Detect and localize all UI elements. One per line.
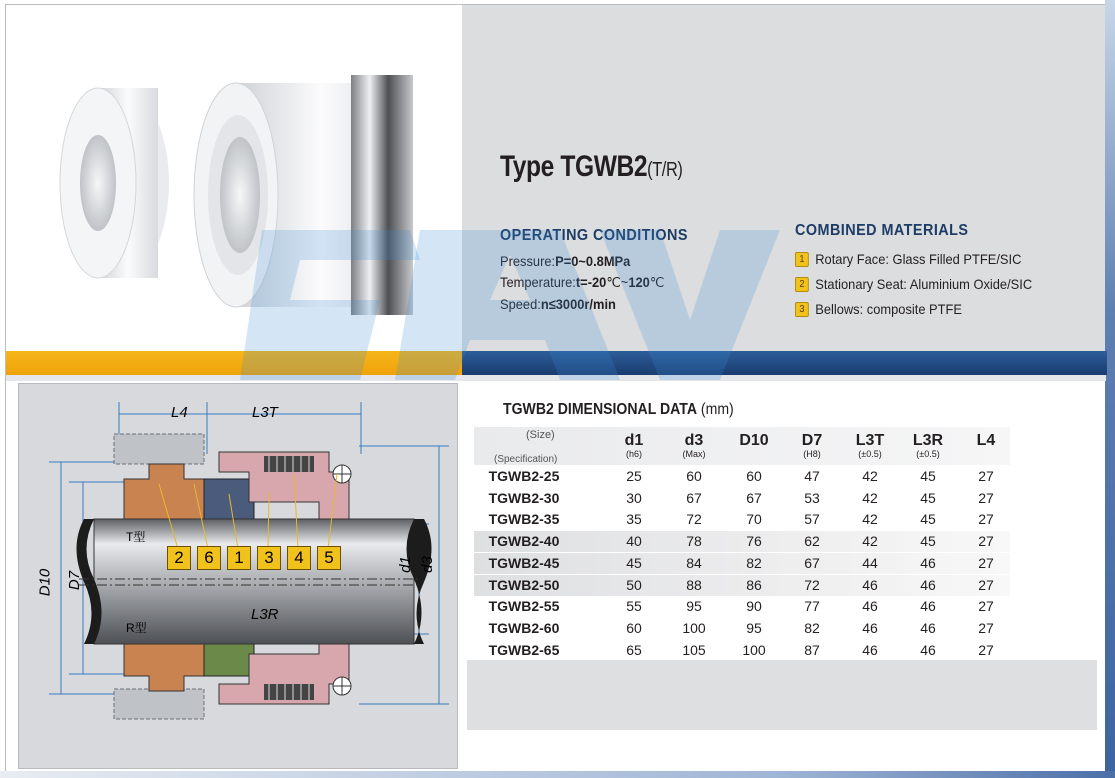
cell-specification: TGWB2-30	[488, 489, 560, 506]
column-header-label: d3	[684, 432, 704, 449]
cell-d3: 60	[686, 468, 702, 484]
label-L4: L4	[171, 404, 188, 421]
part-number-badge: 6	[197, 546, 221, 570]
cell-L4: 27	[978, 489, 994, 506]
cell-d3: 84	[686, 554, 702, 571]
speed-line	[500, 294, 616, 315]
table-row	[474, 553, 1010, 574]
part-number-badge: 1	[227, 546, 251, 570]
cell-d1: 60	[626, 619, 642, 636]
label-D10: D10	[36, 568, 54, 597]
column-header-label: L3R	[912, 432, 944, 449]
cell-d1: 40	[626, 533, 642, 550]
cell-specification: TGWB2-40	[488, 533, 560, 550]
cell-specification: TGWB2-35	[488, 511, 560, 528]
material-item	[795, 248, 1021, 271]
cell-D10: 86	[746, 576, 762, 593]
table-title-main: TGWB2 DIMENSIONAL DATA	[503, 401, 697, 418]
temperature-separator: ~	[620, 274, 629, 290]
cell-L4: 27	[978, 554, 994, 571]
cell-L4: 27	[978, 533, 994, 550]
part-number-badge: 4	[287, 546, 311, 570]
cell-d3: 95	[686, 598, 702, 615]
cell-L3R: 46	[920, 641, 936, 658]
cell-L3R: 46	[920, 598, 936, 615]
material-text: Bellows: composite PTFE	[815, 301, 962, 317]
cell-L4: 27	[978, 598, 994, 615]
cell-specification: TGWB2-55	[488, 598, 560, 615]
label-t-type: T型	[126, 530, 146, 544]
table-header	[474, 427, 1010, 465]
cell-d1: 65	[626, 641, 642, 658]
cell-d3: 105	[682, 641, 706, 658]
cell-L3T: 44	[862, 554, 878, 571]
column-header-L3R	[898, 433, 958, 459]
cell-L4: 27	[978, 619, 994, 636]
header-specification: (Specification)	[494, 454, 558, 465]
column-header-label: d1	[624, 432, 644, 449]
material-number-badge: 3	[795, 302, 809, 317]
cell-specification: TGWB2-60	[488, 619, 560, 636]
cell-d3: 78	[686, 533, 702, 550]
technical-drawing-panel	[18, 383, 458, 769]
cell-d1: 50	[626, 576, 642, 593]
cell-D7: 62	[804, 533, 820, 550]
cell-L3R: 45	[920, 489, 936, 506]
cell-d1: 30	[626, 489, 642, 506]
temperature-value-high: 120	[628, 274, 650, 290]
combined-materials-heading: COMBINED MATERIALS	[795, 222, 969, 239]
product-title	[500, 150, 682, 184]
table-row	[474, 640, 1010, 661]
cell-L4: 27	[978, 511, 994, 528]
temperature-value-low: t=-20	[575, 274, 607, 290]
cell-L4: 27	[978, 576, 994, 593]
product-title-suffix: (T/R)	[647, 159, 683, 181]
label-d3: d3	[418, 556, 436, 573]
label-L3R: L3R	[251, 606, 279, 623]
cell-D10: 76	[746, 533, 762, 550]
cell-L3T: 46	[862, 598, 878, 615]
column-header-d1	[604, 433, 664, 459]
column-header-tolerance: (±0.5)	[858, 449, 882, 459]
cell-L3T: 42	[862, 489, 878, 506]
column-header-D10	[724, 433, 784, 449]
table-row	[474, 466, 1010, 487]
column-header-tolerance: (±0.5)	[916, 449, 940, 459]
cell-D7: 82	[804, 619, 820, 636]
cell-L4: 27	[978, 641, 994, 658]
cell-D10: 60	[746, 468, 762, 484]
table-title	[503, 401, 734, 419]
part-number-badge: 5	[317, 546, 341, 570]
cell-d3: 72	[686, 511, 702, 528]
pressure-value: P=0~0.8MPa	[555, 253, 631, 269]
cell-L3T: 46	[862, 619, 878, 636]
part-number-row	[167, 546, 341, 570]
product-photo-panel	[6, 5, 462, 351]
cell-L3R: 45	[920, 468, 936, 484]
cell-D7: 87	[804, 641, 820, 658]
column-header-tolerance: (H8)	[803, 449, 821, 459]
material-item	[795, 273, 1032, 296]
material-number-badge: 2	[795, 277, 809, 292]
navy-band	[462, 351, 1107, 375]
temperature-label: Temperature:	[500, 274, 576, 290]
separator-band	[6, 375, 1106, 381]
cell-d1: 45	[626, 554, 642, 571]
product-photo	[6, 5, 462, 351]
cell-d1: 55	[626, 598, 642, 615]
bottom-decorative-bar	[0, 771, 1115, 778]
cell-L3R: 46	[920, 554, 936, 571]
cell-specification: TGWB2-50	[488, 576, 560, 593]
cell-L3T: 42	[862, 533, 878, 550]
label-D7: D7	[66, 570, 84, 591]
speed-label: Speed:	[500, 296, 541, 312]
cell-d3: 100	[682, 619, 706, 636]
table-row	[474, 488, 1010, 509]
operating-conditions-heading: OPERATING CONDITIONS	[500, 227, 688, 244]
temperature-unit-low: ℃	[606, 274, 621, 290]
cell-specification: TGWB2-25	[488, 468, 560, 484]
column-header-tolerance: (h6)	[625, 449, 642, 459]
cell-L3R: 45	[920, 511, 936, 528]
column-header-L4	[956, 433, 1016, 449]
header-size: (Size)	[526, 429, 555, 441]
material-item	[795, 298, 962, 321]
table-title-unit: (mm)	[696, 401, 734, 418]
cell-L3T: 46	[862, 641, 878, 658]
cell-L3R: 46	[920, 619, 936, 636]
column-header-label: D7	[801, 432, 823, 449]
column-header-L3T	[840, 433, 900, 459]
column-header-label: L4	[976, 432, 996, 449]
speed-value: n≤3000r/min	[540, 296, 616, 312]
temperature-unit-high: ℃	[649, 274, 665, 290]
temperature-line	[500, 272, 664, 293]
cell-L3T: 46	[862, 576, 878, 593]
yellow-band	[6, 351, 462, 375]
cell-d3: 67	[686, 489, 702, 506]
cell-d1: 35	[626, 511, 642, 528]
pressure-label: Pressure:	[500, 253, 556, 269]
label-d1: d1	[396, 556, 414, 573]
cell-D10: 90	[746, 598, 762, 615]
cell-D7: 72	[804, 576, 820, 593]
cell-L3T: 42	[862, 468, 878, 484]
cell-L3R: 45	[920, 533, 936, 550]
cell-specification: TGWB2-65	[488, 641, 560, 658]
table-row	[474, 596, 1010, 617]
cell-D7: 53	[804, 489, 820, 506]
part-number-badge: 2	[167, 546, 191, 570]
table-row	[474, 618, 1010, 639]
cell-D7: 67	[804, 554, 820, 571]
column-header-tolerance: (Max)	[682, 449, 706, 459]
right-edge-decoration	[1105, 0, 1115, 778]
table-row	[474, 575, 1010, 596]
cell-L4: 27	[978, 468, 994, 484]
column-header-D7	[782, 433, 842, 459]
label-r-type: R型	[126, 621, 147, 635]
cell-d1: 25	[626, 468, 642, 484]
cell-D7: 47	[804, 468, 820, 484]
seal-cross-section-drawing	[19, 384, 457, 768]
label-L3T: L3T	[252, 404, 278, 421]
cell-D10: 70	[746, 511, 762, 528]
column-header-label: L3T	[855, 432, 885, 449]
pressure-line	[500, 251, 630, 272]
material-text: Stationary Seat: Aluminium Oxide/SIC	[815, 276, 1033, 292]
cell-D10: 67	[746, 489, 762, 506]
cell-L3R: 46	[920, 576, 936, 593]
product-title-text: Type TGWB2	[500, 150, 648, 183]
cell-L3T: 42	[862, 511, 878, 528]
cell-D10: 100	[742, 641, 766, 658]
cell-D10: 82	[746, 554, 762, 571]
column-header-label: D10	[739, 432, 769, 449]
cell-D7: 77	[804, 598, 820, 615]
cell-D7: 57	[804, 511, 820, 528]
table-row	[474, 509, 1010, 530]
table-row	[474, 531, 1010, 552]
cell-d3: 88	[686, 576, 702, 593]
table-footer-area	[467, 660, 1097, 730]
column-header-d3	[664, 433, 724, 459]
cell-D10: 95	[746, 619, 762, 636]
cell-specification: TGWB2-45	[488, 554, 560, 571]
part-number-badge: 3	[257, 546, 281, 570]
material-text: Rotary Face: Glass Filled PTFE/SIC	[815, 251, 1022, 267]
material-number-badge: 1	[795, 252, 809, 267]
